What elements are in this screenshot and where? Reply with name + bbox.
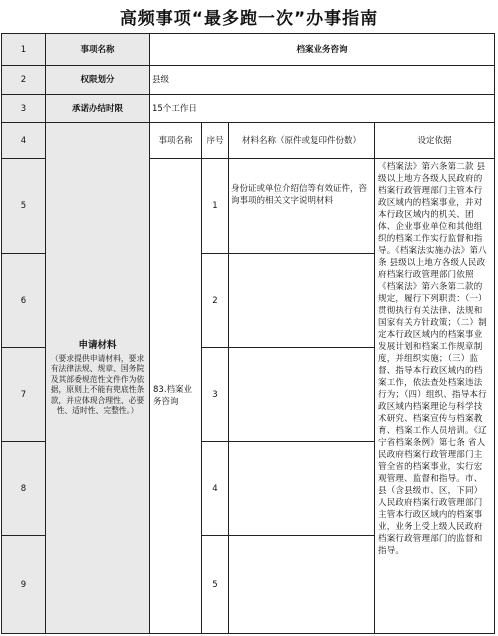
material-seq: 2 bbox=[202, 254, 229, 348]
apply-materials-title: 申请材料 bbox=[78, 339, 117, 351]
row-number: 1 bbox=[2, 34, 46, 66]
material-name bbox=[229, 254, 375, 348]
time-limit-value: 15个工作日 bbox=[150, 95, 495, 123]
material-seq: 5 bbox=[202, 536, 229, 634]
row-number: 8 bbox=[2, 442, 46, 536]
material-name bbox=[229, 536, 375, 634]
row-number: 6 bbox=[2, 254, 46, 348]
item-name-label: 事项名称 bbox=[46, 34, 150, 66]
material-seq: 3 bbox=[202, 348, 229, 442]
row-number: 4 bbox=[2, 123, 46, 159]
row-time-limit bbox=[2, 95, 495, 123]
header-item-name: 事项名称 bbox=[150, 123, 202, 159]
material-name: 身份证或单位介绍信等有效证件，咨询事项的相关文字说明材料 bbox=[229, 159, 375, 254]
row-number: 5 bbox=[2, 159, 46, 254]
row-authority bbox=[2, 66, 495, 95]
material-item-name: 83.档案业务咨询 bbox=[150, 159, 202, 634]
row-number: 7 bbox=[2, 348, 46, 442]
header-basis: 设定依据 bbox=[375, 123, 495, 159]
time-limit-label: 承诺办结时限 bbox=[46, 95, 150, 123]
item-name-value: 档案业务咨询 bbox=[150, 34, 495, 66]
apply-materials-cell bbox=[46, 123, 150, 634]
row-header bbox=[2, 123, 495, 159]
material-name bbox=[229, 442, 375, 536]
header-material: 材料名称（原件或复印件份数） bbox=[229, 123, 375, 159]
row-item-name bbox=[2, 34, 495, 66]
authority-value: 县级 bbox=[150, 66, 495, 95]
material-name bbox=[229, 348, 375, 442]
header-seq: 序号 bbox=[202, 123, 229, 159]
row-number: 3 bbox=[2, 95, 46, 123]
material-seq: 4 bbox=[202, 442, 229, 536]
legal-basis-text: 《档案法》第六条第二款 县级以上地方各级人民政府的档案行政管理部门主管本行政区域内的档案事业，并对本行政区域内的机关、团体、企业事业单位和其他组织的档案工作实行监督和指导。《档案法实施办法》第八条 县级以上地方各级人民政府档案行政管理部门依照《档案法》第六条第二款的规定，履行下列职责：（一）贯彻执行有关法律、法规和国家有关方针政策；（二）制定本行政区域内的档案事业发展计划和档案工作规章制度，并组织实施；（三）监督、指导本行政区域内的档案工作，依法查处档案违法行为；（四）组织、指导本行政区域内档案理论与科学技术研究、档案宣传与档案教育、档案工作人员培训。《辽宁省档案条例》第七条 省人民政府档案行政管理部门主管全省的档案事业，实行宏观管理、监督和指导。市、县（含县级市、区，下同）人民政府档案行政管理部门主管本行政区域内的档案事业，业务上受上级人民政府档案行政管理部门的监督和指导。 bbox=[375, 159, 495, 634]
apply-materials-note: （要求提供申请材料，要求有法律法规、规章、国务院及其部委规范性文件作为依据，原则上不能有兜底性条款，并应体现合理性、必要性、适时性、完整性。） bbox=[50, 353, 145, 415]
row-number: 9 bbox=[2, 536, 46, 634]
authority-label: 权限划分 bbox=[46, 66, 150, 95]
page-title: 高频事项“最多跑一次”办事指南 bbox=[119, 9, 379, 29]
material-seq: 1 bbox=[202, 159, 229, 254]
row-number: 2 bbox=[2, 66, 46, 95]
guide-table bbox=[1, 33, 495, 634]
